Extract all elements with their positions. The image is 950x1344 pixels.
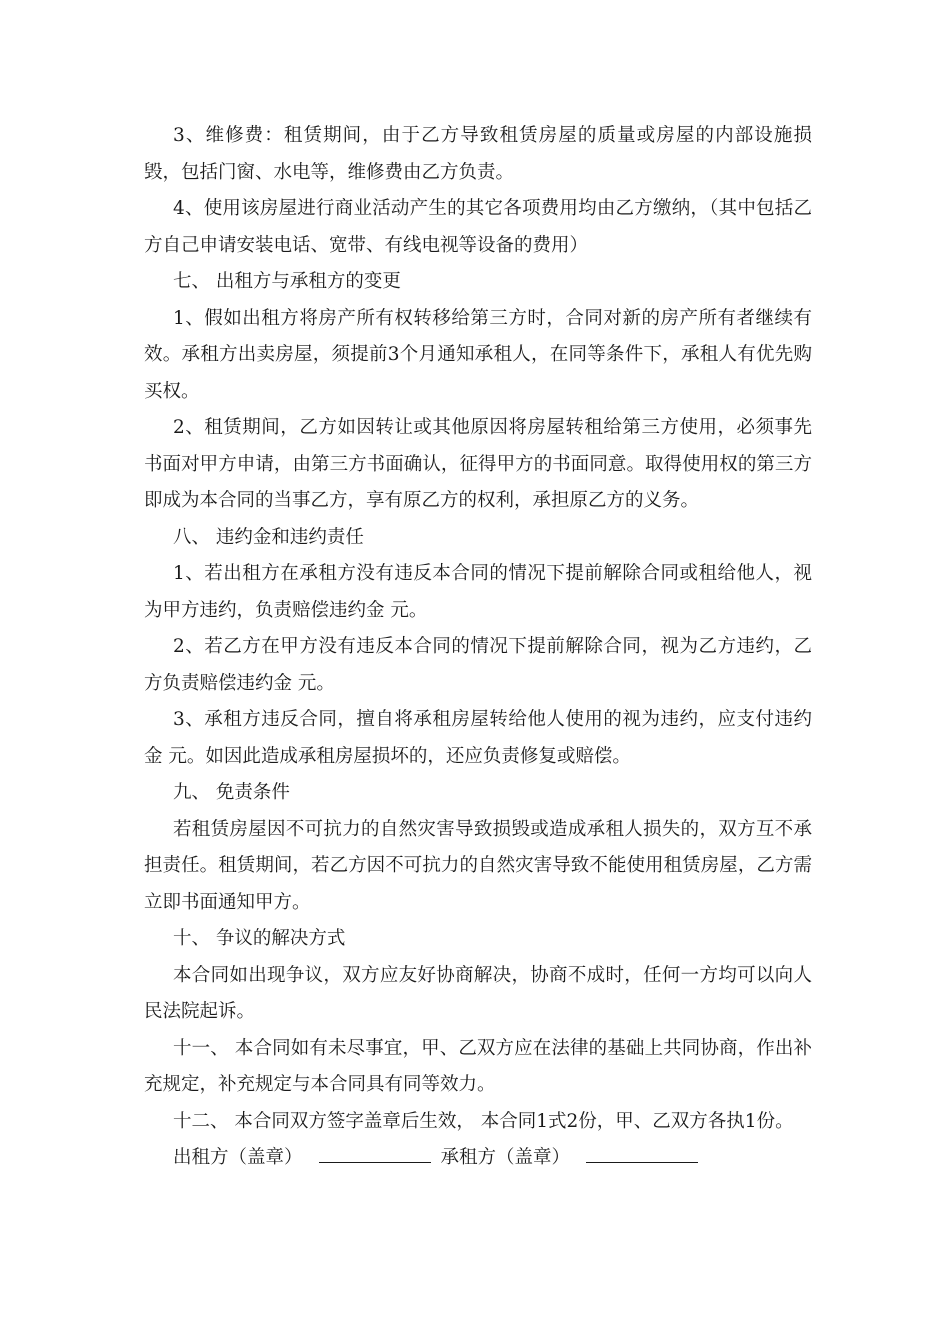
clause-lessor-breach: 1、若出租方在承租方没有违反本合同的情况下提前解除合同或租给他人，视为甲方违约，负责赔偿违约金 元。 bbox=[144, 563, 812, 621]
clause-force-majeure: 若租赁房屋因不可抗力的自然灾害导致损毁或造成承租人损失的，双方互不承担责任。租赁期间，若乙方因不可抗力的自然灾害导致不能使用租赁房屋，乙方需立即书面通知甲方。 bbox=[144, 818, 812, 913]
section-heading-breach: 八、 违约金和违约责任 bbox=[173, 526, 364, 548]
clause-lessee-breach: 2、若乙方在甲方没有违反本合同的情况下提前解除合同，视为乙方违约，乙方负责赔偿违约金 元。 bbox=[144, 636, 812, 694]
clause-ownership-transfer: 1、假如出租方将房产所有权转移给第三方时，合同对新的房产所有者继续有效。承租方出卖房屋，须提前3个月通知承租人，在同等条件下，承租人有优先购买权。 bbox=[144, 307, 812, 402]
clause-sublease: 2、租赁期间，乙方如因转让或其他原因将房屋转租给第三方使用，必须事先书面对甲方申请，由第三方书面确认，征得甲方的书面同意。取得使用权的第三方即成为本合同的当事乙方，享有原乙方的权利，承担原乙方的义务。 bbox=[144, 417, 812, 511]
clause-other-fees: 4、使用该房屋进行商业活动产生的其它各项费用均由乙方缴纳，（其中包括乙方自己申请安装电话、宽带、有线电视等设备的费用） bbox=[144, 198, 812, 256]
section-heading-party-change: 七、 出租方与承租方的变更 bbox=[173, 271, 401, 292]
clause-unauthorized-sublet: 3、承租方违反合同，擅自将承租房屋转给他人使用的视为违约，应支付违约金 元。如因此造成承租房屋损坏的，还应负责修复或赔偿。 bbox=[144, 709, 812, 767]
lessor-seal-label: 出租方（盖章） bbox=[173, 1147, 303, 1168]
lessee-signature-blank bbox=[586, 1140, 698, 1163]
document-page bbox=[144, 118, 812, 1177]
section-heading-force-majeure: 九、 免责条件 bbox=[173, 782, 290, 803]
clause-maintenance-fee: 3、维修费：租赁期间，由于乙方导致租赁房屋的质量或房屋的内部设施损毁，包括门窗、水电等，维修费由乙方负责。 bbox=[144, 125, 812, 183]
lessee-seal-label: 承租方（盖章） bbox=[440, 1147, 571, 1168]
clause-supplementary: 十一、 本合同如有未尽事宜，甲、乙双方应在法律的基础上共同协商，作出补充规定，补充规定与本合同具有同等效力。 bbox=[144, 1037, 812, 1095]
lessor-signature-blank bbox=[319, 1140, 431, 1163]
clause-dispute-resolution: 本合同如出现争议，双方应友好协商解决，协商不成时，任何一方均可以向人民法院起诉。 bbox=[144, 964, 812, 1022]
signature-line bbox=[144, 1140, 812, 1177]
section-heading-dispute: 十、 争议的解决方式 bbox=[173, 928, 346, 949]
clause-effectiveness: 十二、 本合同双方签字盖章后生效， 本合同1式2份，甲、乙双方各执1份。 bbox=[173, 1110, 794, 1132]
